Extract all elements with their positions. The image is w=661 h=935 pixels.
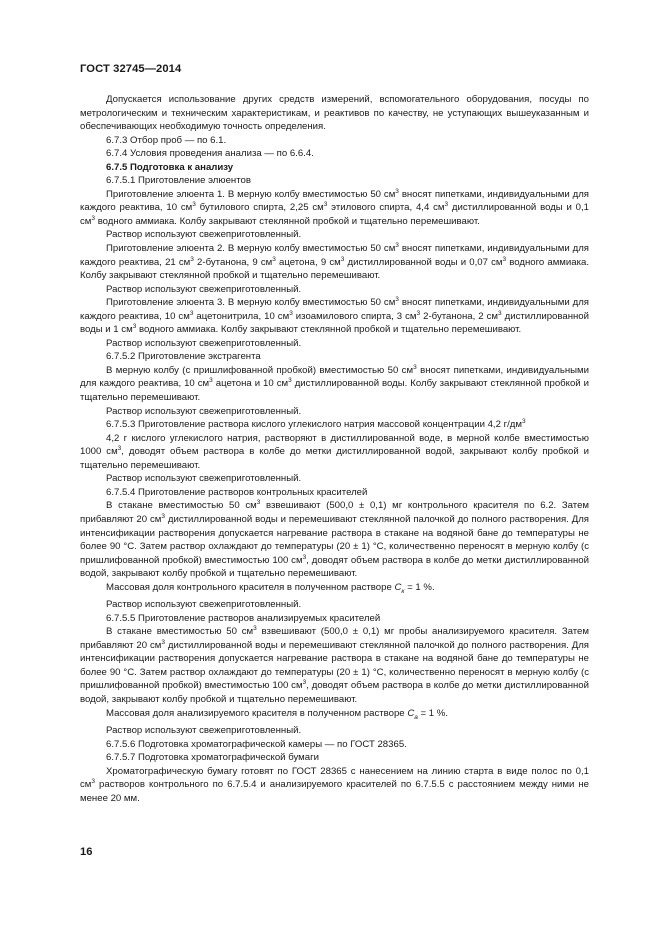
paragraph: Раствор используют свежеприготовленный. (106, 599, 302, 611)
paragraph: 6.7.5.6 Подготовка хроматографической камеры — по ГОСТ 28365. (106, 738, 407, 750)
paragraph: Раствор используют свежеприготовленный. (106, 337, 302, 349)
document-body (80, 93, 589, 805)
paragraph: 6.7.5.5 Приготовление растворов анализируемых красителей (106, 612, 381, 624)
paragraph: В стакане вместимостью 50 $см^3$ взвешивают (500,0 ± 0,1) мг пробы анализируемого красителя. Затем прибавляют 20 $см^3$ дистиллированной воды и перемешивают стеклянной палочкой до полного растворения. Для интенсификации растворения допускается нагревание раствора в стакане на водяной бане до температуры не более 90 °С. Затем раствор охлаждают до температуры (20 ± 1) °С, количественно переносят в мерную колбу (с пришлифованной пробкой) вместимостью 100 $см^3$, доводят объем раствора в колбе до метки дистиллированной водой, закрывают колбу пробкой и тщательно перемешивают. (80, 625, 589, 705)
section-heading: 6.7.5 Подготовка к анализу (106, 161, 234, 173)
paragraph: 6.7.4 Условия проведения анализа — по 6.6.4. (106, 148, 314, 160)
paragraph: Приготовление элюента 2. В мерную колбу вместимостью 50 $см^3$ вносят пипетками, индивидуальными для каждого реактива, 21 $см^3$ 2-бутанона, 9 $см^3$ ацетона, 9 $см^3$ дистиллированной воды и 0,07 $см^3$ водного аммиака. Колбу закрывают стеклянной пробкой и тщательно перемешивают. (80, 242, 589, 282)
paragraph: Хроматографическую бумагу готовят по ГОСТ 28365 с нанесением на линию старта в виде полос по 0,1 $см^3$ растворов контрольного по 6.7.5.4 и анализируемого красителей по 6.7.5.5 с расстоянием между ними не менее 20 мм. (80, 765, 589, 804)
paragraph: В стакане вместимостью 50 $см^3$ взвешивают (500,0 ± 0,1) мг контрольного красителя по 6.2. Затем прибавляют 20 $см^3$ дистиллированной воды и перемешивают стеклянной палочкой до полного растворения. Для интенсификации растворения допускается нагревание раствора в стакане на водяной бане до температуры не более 90 °С. Затем раствор охлаждают до температуры (20 ± 1) °С, количественно переносят в мерную колбу (с пришлифованной пробкой) вместимостью 100 $см^3$, доводят объем раствора в колбе до метки дистиллированной водой, закрывают колбу пробкой и тщательно перемешивают. (80, 499, 589, 580)
paragraph: Приготовление элюента 3. В мерную колбу вместимостью 50 $см^3$ вносят пипетками, индивидуальными для каждого реактива, 10 $см^3$ ацетонитрила, 10 $см^3$ изоамилового спирта, 3 $см^3$ 2-бутанона, 2 $см^3$ дистиллированной воды и 1 $см^3$ водного аммиака. Колбу закрывают стеклянной пробкой и тщательно перемешивают. (80, 296, 589, 336)
paragraph: Раствор используют свежеприготовленный. (106, 283, 302, 295)
page-number: 16 (80, 846, 93, 858)
paragraph: 6.7.5.3 Приготовление раствора кислого углекислого натрия массовой концентрации 4,2 $г/дм^3$ (106, 418, 526, 431)
paragraph: Раствор используют свежеприготовленный. (106, 229, 302, 241)
paragraph: 6.7.5.7 Подготовка хроматографической бумаги (106, 752, 319, 764)
paragraph: 6.7.5.1 Приготовление элюентов (106, 175, 251, 187)
paragraph: 4,2 г кислого углекислого натрия, растворяют в дистиллированной воде, в мерной колбе вместимостью 1000 $см^3$, доводят объем раствора в колбе до метки дистиллированной водой, закрывают колбу пробкой и тщательно перемешивают. (80, 432, 589, 471)
paragraph: Раствор используют свежеприготовленный. (106, 724, 302, 736)
paragraph: В мерную колбу (с пришлифованной пробкой) вместимостью 50 $см^3$ вносят пипетками, индивидуальными для каждого реактива, 10 $см^3$ ацетона и 10 $см^3$ дистиллированной воды. Колбу закрывают стеклянной пробкой и тщательно перемешивают. (80, 363, 589, 404)
paragraph: Массовая доля контрольного красителя в полученном растворе $C_к = 1$ %. (106, 581, 435, 595)
paragraph: Допускается использование других средств измерений, вспомогательного оборудования, посуды по метрологическим и техническим характеристикам, и реактивов по качеству, не уступающих вышеуказанным и обеспечивающих необходимую точность определения. (80, 94, 589, 133)
paragraph: 6.7.5.4 Приготовление растворов контрольных красителей (106, 486, 368, 498)
paragraph: Массовая доля анализируемого красителя в полученном растворе $C_а = 1$ %. (106, 707, 449, 721)
paragraph: 6.7.5.2 Приготовление экстрагента (106, 351, 261, 363)
paragraph: Раствор используют свежеприготовленный. (106, 473, 302, 485)
paragraph: 6.7.3 Отбор проб — по 6.1. (106, 134, 227, 146)
paragraph: Раствор используют свежеприготовленный. (106, 405, 302, 417)
paragraph: Приготовление элюента 1. В мерную колбу вместимостью 50 $см^3$ вносят пипетками, индивидуальными для каждого реактива, 10 $см^3$ бутилового спирта, 2,25 $см^3$ этилового спирта, 4,4 $см^3$ дистиллированной воды и 0,1 $см^3$ водного аммиака. Колбу закрывают стеклянной пробкой и тщательно перемешивают. (80, 187, 589, 227)
document-header: ГОСТ 32745—2014 (80, 63, 182, 75)
